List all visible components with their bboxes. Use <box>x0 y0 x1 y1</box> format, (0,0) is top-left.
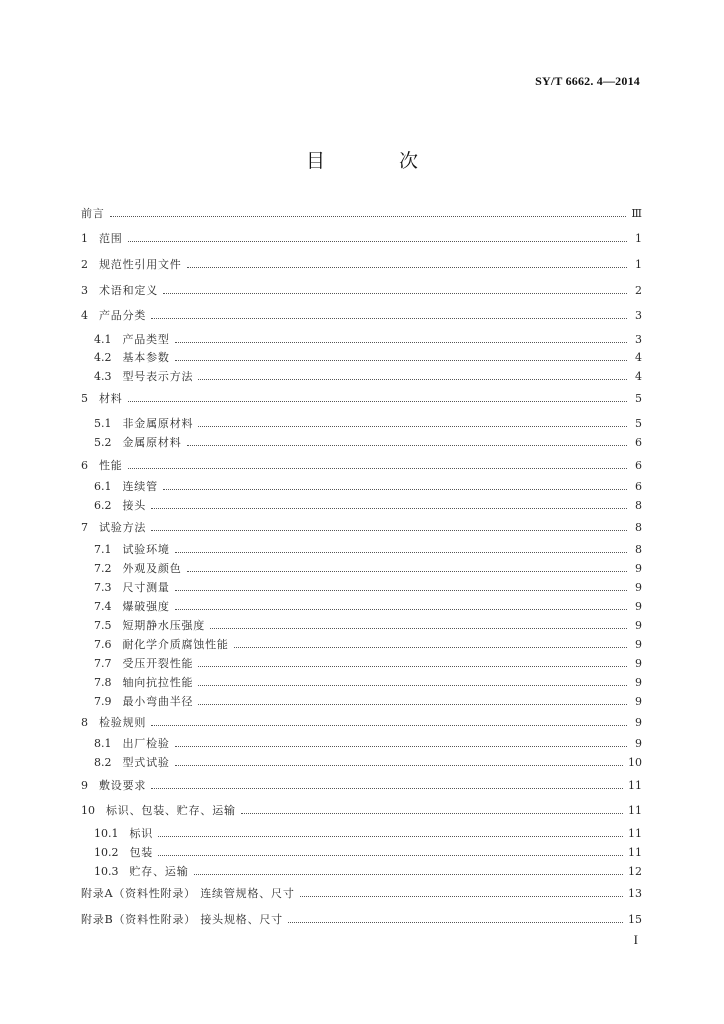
toc-entry[interactable] <box>81 842 642 862</box>
toc-entry-page: 8 <box>635 498 642 512</box>
toc-leader-dots <box>151 725 627 726</box>
toc-leader-dots <box>151 788 623 789</box>
toc-leader-dots <box>175 590 627 591</box>
toc-entry-page: 3 <box>635 308 642 322</box>
toc-entry-title: 非金属原材料 <box>122 417 194 430</box>
toc-leader-dots <box>234 647 627 648</box>
toc-entry-number: 7.8 <box>94 675 112 689</box>
toc-entry-page: 1 <box>635 257 642 271</box>
toc-entry-title: 规范性引用文件 <box>99 258 182 271</box>
toc-entry[interactable] <box>81 634 642 654</box>
toc-leader-dots <box>128 468 627 469</box>
toc-entry-title: 性能 <box>99 459 123 472</box>
toc-entry-page: 15 <box>628 912 642 926</box>
toc-entry-title: 材料 <box>99 392 123 405</box>
toc-entry[interactable] <box>81 388 642 408</box>
toc-leader-dots <box>241 813 623 814</box>
toc-entry-title: 附录B（资料性附录） 接头规格、尺寸 <box>81 913 283 926</box>
toc-entry-page: 4 <box>635 369 642 383</box>
toc-entry-title: 产品类型 <box>122 333 170 346</box>
toc-entry[interactable] <box>81 254 642 274</box>
toc-entry-number: 7.3 <box>94 580 112 594</box>
toc-leader-dots <box>128 241 627 242</box>
toc-entry-number: 1 <box>81 231 88 245</box>
toc-entry[interactable] <box>81 691 642 711</box>
toc-entry-title: 贮存、运输 <box>129 865 189 878</box>
toc-leader-dots <box>187 571 628 572</box>
toc-entry-number: 5 <box>81 391 88 405</box>
toc-entry-title: 型号表示方法 <box>122 370 194 383</box>
toc-entry-page: 9 <box>635 675 642 689</box>
toc-leader-dots <box>128 401 627 402</box>
toc-entry[interactable] <box>81 577 642 597</box>
toc-entry-page: 6 <box>635 479 642 493</box>
toc-entry-page: 9 <box>635 694 642 708</box>
toc-entry-title: 标识 <box>129 827 154 840</box>
toc-entry-page: 5 <box>635 416 642 430</box>
toc-entry[interactable] <box>81 432 642 452</box>
toc-leader-dots <box>187 445 628 446</box>
toc-entry[interactable] <box>81 752 642 772</box>
toc-leader-dots <box>175 342 627 343</box>
toc-entry[interactable] <box>81 517 642 537</box>
toc-entry-number: 7.7 <box>94 656 112 670</box>
toc-leader-dots <box>151 318 627 319</box>
toc-leader-dots <box>198 704 627 705</box>
toc-leader-dots <box>151 530 627 531</box>
toc-entry[interactable] <box>81 347 642 367</box>
toc-entry-title: 范围 <box>99 232 123 245</box>
toc-entry[interactable] <box>81 280 642 300</box>
toc-entry-number: 10.3 <box>94 864 119 878</box>
toc-entry-page: 9 <box>635 736 642 750</box>
toc-entry-page: 6 <box>635 458 642 472</box>
toc-entry-number: 8.2 <box>94 755 112 769</box>
toc-entry-page: 1 <box>635 231 642 245</box>
toc-leader-dots <box>175 609 627 610</box>
toc-entry-title: 标识、包装、贮存、运输 <box>106 804 236 817</box>
toc-entry-title: 接头 <box>122 499 147 512</box>
toc-entry-title: 爆破强度 <box>122 600 170 613</box>
toc-entry-page: 11 <box>628 778 642 792</box>
toc-leader-dots <box>198 379 627 380</box>
toc-entry-page: 13 <box>628 886 642 900</box>
toc-leader-dots <box>288 922 623 923</box>
toc-leader-dots <box>187 267 627 268</box>
toc-leader-dots <box>175 765 623 766</box>
toc-entry-number: 4.1 <box>94 332 112 346</box>
toc-entry-page: 11 <box>628 826 642 840</box>
toc-entry-page: 9 <box>635 715 642 729</box>
toc-leader-dots <box>110 216 627 217</box>
page-title: 目 次 <box>305 150 453 172</box>
toc-entry-title: 耐化学介质腐蚀性能 <box>122 638 229 651</box>
toc-leader-dots <box>158 836 623 837</box>
toc-leader-dots <box>151 508 627 509</box>
toc-entry-title: 受压开裂性能 <box>122 657 194 670</box>
toc-entry[interactable] <box>81 413 642 433</box>
toc-entry-title: 型式试验 <box>122 756 170 769</box>
toc-entry[interactable] <box>81 228 642 248</box>
toc-entry-number: 10.1 <box>94 826 119 840</box>
toc-entry-number: 7.4 <box>94 599 112 613</box>
toc-entry-title: 检验规则 <box>99 716 147 729</box>
toc-entry-page: 3 <box>635 332 642 346</box>
toc-entry-page: 8 <box>635 520 642 534</box>
standard-code: SY/T 6662. 4—2014 <box>535 74 640 88</box>
toc-leader-dots <box>198 666 627 667</box>
toc-entry[interactable] <box>81 366 642 386</box>
toc-entry-number: 7.2 <box>94 561 112 575</box>
toc-entry-title: 短期静水压强度 <box>122 619 206 632</box>
toc-entry-page: 9 <box>635 637 642 651</box>
toc-leader-dots <box>158 855 623 856</box>
toc-entry-number: 6.2 <box>94 498 112 512</box>
toc-entry-page: 2 <box>635 283 642 297</box>
toc-leader-dots <box>175 746 627 747</box>
toc-entry[interactable] <box>81 305 642 325</box>
toc-leader-dots <box>198 426 627 427</box>
toc-entry-number: 4.3 <box>94 369 112 383</box>
toc-entry-number: 4 <box>81 308 88 322</box>
toc-entry[interactable] <box>81 883 642 903</box>
toc-entry-title: 最小弯曲半径 <box>122 695 194 708</box>
toc-entry-page: 9 <box>635 618 642 632</box>
toc-entry-page: 4 <box>635 350 642 364</box>
toc-entry-number: 5.2 <box>94 435 112 449</box>
toc-entry-page: 11 <box>628 803 642 817</box>
toc-entry[interactable] <box>81 712 642 732</box>
toc-entry-title: 金属原材料 <box>122 436 182 449</box>
toc-entry-page: 8 <box>635 542 642 556</box>
toc-entry-page: 6 <box>635 435 642 449</box>
toc-entry-title: 出厂检验 <box>122 737 170 750</box>
toc-entry-title: 产品分类 <box>99 309 147 322</box>
toc-entry-page: 12 <box>628 864 642 878</box>
toc-leader-dots <box>198 685 627 686</box>
toc-entry-title: 前言 <box>81 207 105 220</box>
toc-entry[interactable] <box>81 558 642 578</box>
toc-entry-number: 2 <box>81 257 88 271</box>
toc-entry-page: 9 <box>635 580 642 594</box>
toc-entry-number: 7 <box>81 520 88 534</box>
toc-entry-page: 11 <box>628 845 642 859</box>
toc-entry[interactable] <box>81 909 642 929</box>
toc-entry-number: 3 <box>81 283 88 297</box>
toc-entry-number: 6.1 <box>94 479 112 493</box>
toc-entry[interactable] <box>81 203 642 223</box>
toc-leader-dots <box>175 360 627 361</box>
toc-entry-number: 9 <box>81 778 88 792</box>
toc-entry[interactable] <box>81 495 642 515</box>
toc-entry-number: 7.9 <box>94 694 112 708</box>
toc-entry-page: 5 <box>635 391 642 405</box>
toc-entry-number: 5.1 <box>94 416 112 430</box>
toc-entry[interactable] <box>81 672 642 692</box>
toc-entry-title: 轴向抗拉性能 <box>122 676 194 689</box>
toc-entry-page: 9 <box>635 561 642 575</box>
toc-entry-title: 附录A（资料性附录） 连续管规格、尺寸 <box>81 887 295 900</box>
toc-entry-title: 尺寸测量 <box>122 581 170 594</box>
toc-entry[interactable] <box>81 329 642 349</box>
toc-entry[interactable] <box>81 596 642 616</box>
toc-entry-number: 7.1 <box>94 542 112 556</box>
toc-entry[interactable] <box>81 861 642 881</box>
toc-leader-dots <box>300 896 623 897</box>
toc-entry-title: 连续管 <box>122 480 158 493</box>
toc-leader-dots <box>163 489 627 490</box>
toc-entry-number: 7.5 <box>94 618 112 632</box>
toc-entry-page: 9 <box>635 656 642 670</box>
toc-entry-title: 敷设要求 <box>99 779 147 792</box>
toc-entry[interactable] <box>81 539 642 559</box>
toc-entry-title: 基本参数 <box>122 351 170 364</box>
toc-entry-number: 8 <box>81 715 88 729</box>
toc-entry-number: 10 <box>81 803 95 817</box>
toc-entry-page: Ⅲ <box>631 206 642 220</box>
toc-entry[interactable] <box>81 775 642 795</box>
toc-entry-number: 7.6 <box>94 637 112 651</box>
toc-entry[interactable] <box>81 615 642 635</box>
toc-entry[interactable] <box>81 800 642 820</box>
toc-entry-title: 试验方法 <box>99 521 147 534</box>
toc-entry-title: 术语和定义 <box>99 284 158 297</box>
toc-entry[interactable] <box>81 733 642 753</box>
toc-entry-title: 试验环境 <box>122 543 170 556</box>
toc-leader-dots <box>175 552 627 553</box>
page-number: I <box>633 932 638 947</box>
toc-entry-title: 包装 <box>129 846 154 859</box>
toc-entry-number: 6 <box>81 458 88 472</box>
toc-entry-number: 8.1 <box>94 736 112 750</box>
toc-entry[interactable] <box>81 823 642 843</box>
toc-entry-page: 9 <box>635 599 642 613</box>
toc-entry[interactable] <box>81 476 642 496</box>
toc-entry[interactable] <box>81 455 642 475</box>
toc-leader-dots <box>163 293 627 294</box>
toc-leader-dots <box>210 628 627 629</box>
toc-entry-number: 10.2 <box>94 845 119 859</box>
toc-entry-number: 4.2 <box>94 350 112 364</box>
toc-entry[interactable] <box>81 653 642 673</box>
toc-leader-dots <box>194 874 624 875</box>
toc-entry-title: 外观及颜色 <box>122 562 182 575</box>
toc-entry-page: 10 <box>628 755 642 769</box>
